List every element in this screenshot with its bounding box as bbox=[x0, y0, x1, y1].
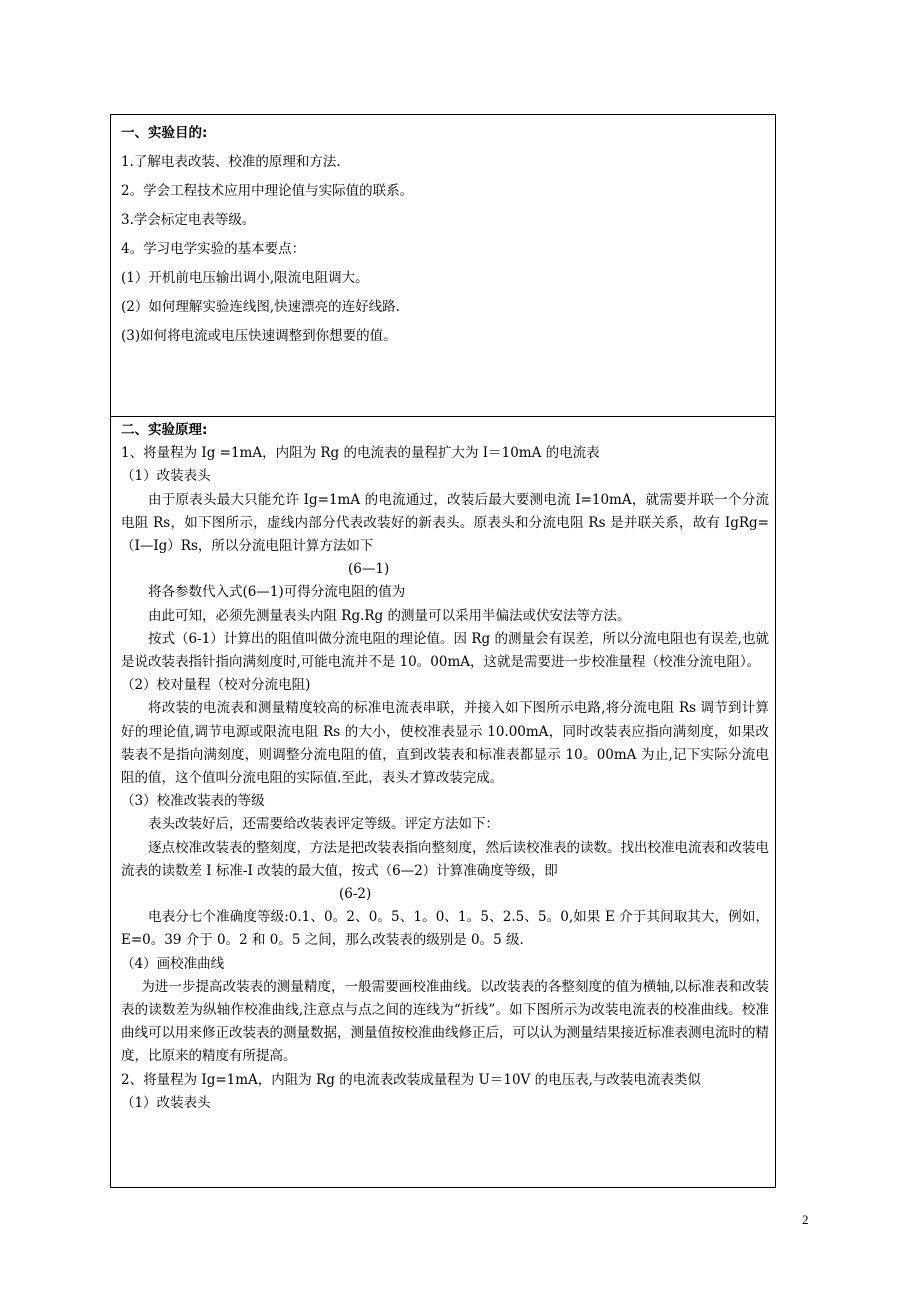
subsection-title: （3）校准改装表的等级 bbox=[121, 793, 265, 810]
subsection-title: （4）画校准曲线 bbox=[121, 955, 225, 972]
text-line: (3)如何将电流或电压快速调整到你想要的值。 bbox=[121, 328, 397, 344]
text-line: 4。学习电学实验的基本要点： bbox=[121, 241, 306, 257]
paragraph: 由于原表头最大只能允许 Ig=1mA 的电流通过，改装后最大要测电流 I=10mA，就需要并联一个分流电阻 Rs，如下图所示，虚线内部分代表改装好的新表头。原表头和分流电阻 Rs 是并联关系，故有 IgRg=（I—Ig）Rs，所以分流电阻计算方法如下 bbox=[121, 491, 769, 555]
section-purpose bbox=[121, 119, 769, 351]
row-divider bbox=[111, 416, 775, 417]
text-line: 2。学会工程技术应用中理论值与实际值的联系。 bbox=[121, 183, 414, 199]
text-line: 1.了解电表改装、校准的原理和方法. bbox=[121, 154, 341, 170]
paragraph: 按式（6-1）计算出的阻值叫做分流电阻的理论值。因 Rg 的测量会有误差，所以分流电阻也有误差,也就是说改装表指针指向满刻度时,可能电流并不是 10。00mA，这就是需要进一步校准量程（校准分流电阻）。 bbox=[121, 630, 769, 671]
paragraph: 电表分七个准确度等级:0.1、0。2、0。5、1。0、1。5、2.5、5。0,如果 E 介于其间取其大，例如，E=0。39 介于 0。2 和 0。5 之间，那么改装表的级别是 0。5 级. bbox=[121, 909, 769, 949]
page-number: 2 bbox=[802, 1212, 809, 1227]
document-table bbox=[110, 114, 776, 1188]
paragraph: 为进一步提高改装表的测量精度，一般需要画校准曲线。以改装表的各整刻度的值为横轴,以标准表和改装表的读数差为纵轴作校准曲线,注意点与点之间的连线为“折线”。如下图所示为改装电流表的校准曲线。校准曲线可以用来修正改装表的测量数据，测量值按校准曲线修正后，可以认为测量结果接近标准表测电流时的精度，比原来的精度有所提高。 bbox=[121, 978, 769, 1065]
paragraph: 表头改装好后，还需要给改装表评定等级。评定方法如下： bbox=[148, 816, 499, 833]
section-principle bbox=[121, 419, 769, 1115]
item-title: 1、将量程为 Ig =1mA，内阻为 Rg 的电流表的量程扩大为 I＝10mA 的电流表 bbox=[121, 445, 600, 462]
section-heading: 二、实验原理: bbox=[121, 422, 208, 438]
paragraph: 逐点校准改装表的整刻度，方法是把改装表指向整刻度，然后读校准表的读数。找出校准电流表和改装电流表的读数差 I 标准-I 改装的最大值，按式（6—2）计算准确度等级，即 bbox=[121, 839, 769, 879]
equation-label: (6—1) bbox=[348, 561, 390, 578]
paragraph: 将各参数代入式(6—1)可得分流电阻的值为 bbox=[148, 584, 406, 601]
subsection-title: （1）改装表头 bbox=[121, 468, 211, 485]
subsection-title: （2）校对量程（校对分流电阻) bbox=[121, 677, 311, 694]
paragraph: 将改装的电流表和测量精度较高的标准电流表串联，并接入如下图所示电路,将分流电阻 Rs 调节到计算好的理论值,调节电源或限流电阻 Rs 的大小，使校准表显示 10.00mA，同时改装表应指向满刻度，如果改装表不是指向满刻度，则调整分流电阻的值，直到改装表和标准表都显示 10。00mA 为止,记下实际分流电阻的值，这个值叫分流电阻的实际值.至此，表头才算改装完成。 bbox=[121, 700, 769, 787]
paragraph: 由此可知，必须先测量表头内阻 Rg.Rg 的测量可以采用半偏法或伏安法等方法。 bbox=[148, 607, 631, 624]
subsection-title: （1）改装表头 bbox=[121, 1094, 211, 1111]
equation-label: (6-2) bbox=[339, 886, 372, 903]
item-title: 2、将量程为 Ig=1mA，内阻为 Rg 的电流表改装成量程为 U＝10V 的电压表,与改装电流表类似 bbox=[121, 1071, 701, 1088]
text-line: 3.学会标定电表等级。 bbox=[121, 212, 256, 228]
section-heading: 一、实验目的: bbox=[121, 125, 208, 141]
text-line: (1）开机前电压输出调小,限流电阻调大。 bbox=[121, 270, 369, 286]
text-line: (2）如何理解实验连线图,快速漂亮的连好线路. bbox=[121, 299, 400, 315]
